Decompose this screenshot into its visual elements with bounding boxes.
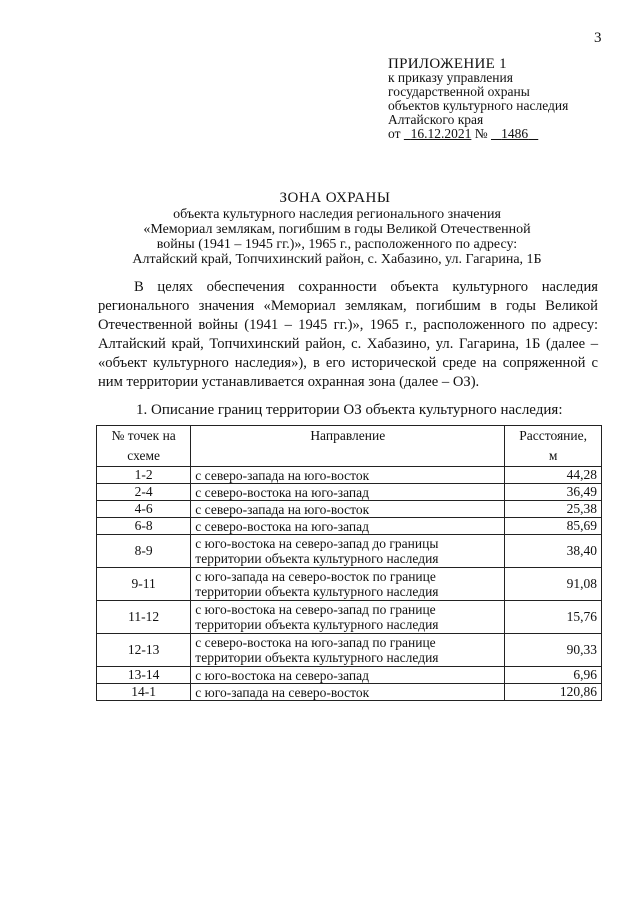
table-row [97, 518, 602, 535]
header-direction: Направление [191, 426, 505, 467]
table-row [97, 684, 602, 701]
cell-points: 12-13 [97, 634, 191, 667]
cell-points: 11-12 [97, 601, 191, 634]
header-points [97, 426, 191, 467]
cell-points: 2-4 [97, 484, 191, 501]
cell-direction: с северо-востока на юго-запад по границе территории объекта культурного наследия [191, 634, 505, 667]
cell-distance: 38,40 [505, 535, 602, 568]
heading-title: ЗОНА ОХРАНЫ [279, 190, 391, 206]
table-row [97, 501, 602, 518]
cell-points: 14-1 [97, 684, 191, 701]
table-row [97, 568, 602, 601]
table-row [97, 535, 602, 568]
table-row [97, 484, 602, 501]
document-heading [0, 190, 640, 267]
appendix-line: Алтайского края [388, 112, 484, 127]
header-points-line: схеме [127, 448, 161, 463]
appendix-title: ПРИЛОЖЕНИЕ 1 [388, 56, 507, 72]
cell-direction: с северо-запада на юго-восток [191, 501, 505, 518]
cell-points: 1-2 [97, 467, 191, 484]
heading-line: Алтайский край, Топчихинский район, с. Хабазино, ул. Гагарина, 1Б [132, 252, 542, 267]
cell-direction: с юго-востока на северо-запад [191, 667, 505, 684]
cell-direction: с юго-запада на северо-восток [191, 684, 505, 701]
header-distance-line: Расстояние, [519, 428, 587, 443]
appendix-line: объектов культурного наследия [388, 98, 569, 113]
cell-direction: с северо-запада на юго-восток [191, 467, 505, 484]
table-row [97, 667, 602, 684]
order-date-value: 16.12.2021 [410, 126, 472, 141]
intro-text: В целях обеспечения сохранности объекта культурного наследия регионального значения «Мемориал землякам, погибшим в годы Великой Отечественной войны (1941 – 1945 гг.)», 1965 г., расположенного по адресу: Алтайский край, Топчихинский район, с. Хабазино, ул. Гагарина, 1Б (далее – «объект культурного наследия»), в его исторической среде на сопряженной с ним территории устанавливается охранная зона (далее – ОЗ). [98, 279, 598, 390]
cell-distance: 85,69 [505, 518, 602, 535]
order-number [491, 126, 538, 141]
cell-direction: с юго-востока на северо-запад по границе территории объекта культурного наследия [191, 601, 505, 634]
cell-direction: с северо-востока на юго-запад [191, 484, 505, 501]
table-row [97, 634, 602, 667]
cell-distance: 90,33 [505, 634, 602, 667]
cell-direction: с северо-востока на юго-запад [191, 518, 505, 535]
header-distance-line: м [548, 448, 558, 463]
table-header-row [97, 426, 602, 467]
cell-distance: 25,38 [505, 501, 602, 518]
cell-points: 9-11 [97, 568, 191, 601]
heading-line: войны (1941 – 1945 гг.)», 1965 г., расположенного по адресу: [156, 237, 518, 252]
cell-points: 6-8 [97, 518, 191, 535]
intro-paragraph [98, 278, 598, 392]
appendix-block [388, 57, 568, 141]
order-line [388, 127, 568, 141]
boundary-table [96, 425, 602, 701]
heading-line: «Мемориал землякам, погибшим в годы Великой Отечественной [143, 222, 531, 237]
cell-distance: 91,08 [505, 568, 602, 601]
table-row [97, 467, 602, 484]
cell-points: 13-14 [97, 667, 191, 684]
order-prefix: от [388, 126, 401, 141]
cell-direction: с юго-запада на северо-восток по границе территории объекта культурного наследия [191, 568, 505, 601]
appendix-line: к приказу управления [388, 70, 513, 85]
cell-distance: 15,76 [505, 601, 602, 634]
order-number-value: 1486 [501, 126, 529, 141]
header-points-line: № точек на [111, 428, 176, 443]
section-title: 1. Описание границ территории ОЗ объекта культурного наследия: [136, 402, 563, 418]
cell-direction: с юго-востока на северо-запад до границы территории объекта культурного наследия [191, 535, 505, 568]
appendix-line: государственной охраны [388, 84, 530, 99]
cell-points: 4-6 [97, 501, 191, 518]
header-distance [505, 426, 602, 467]
cell-points: 8-9 [97, 535, 191, 568]
cell-distance: 6,96 [505, 667, 602, 684]
page-number: 3 [594, 30, 602, 46]
order-date [404, 126, 472, 141]
table-row [97, 601, 602, 634]
cell-distance: 36,49 [505, 484, 602, 501]
cell-distance: 44,28 [505, 467, 602, 484]
cell-distance: 120,86 [505, 684, 602, 701]
heading-line: объекта культурного наследия регионального значения [173, 207, 501, 222]
order-number-label: № [474, 126, 488, 141]
